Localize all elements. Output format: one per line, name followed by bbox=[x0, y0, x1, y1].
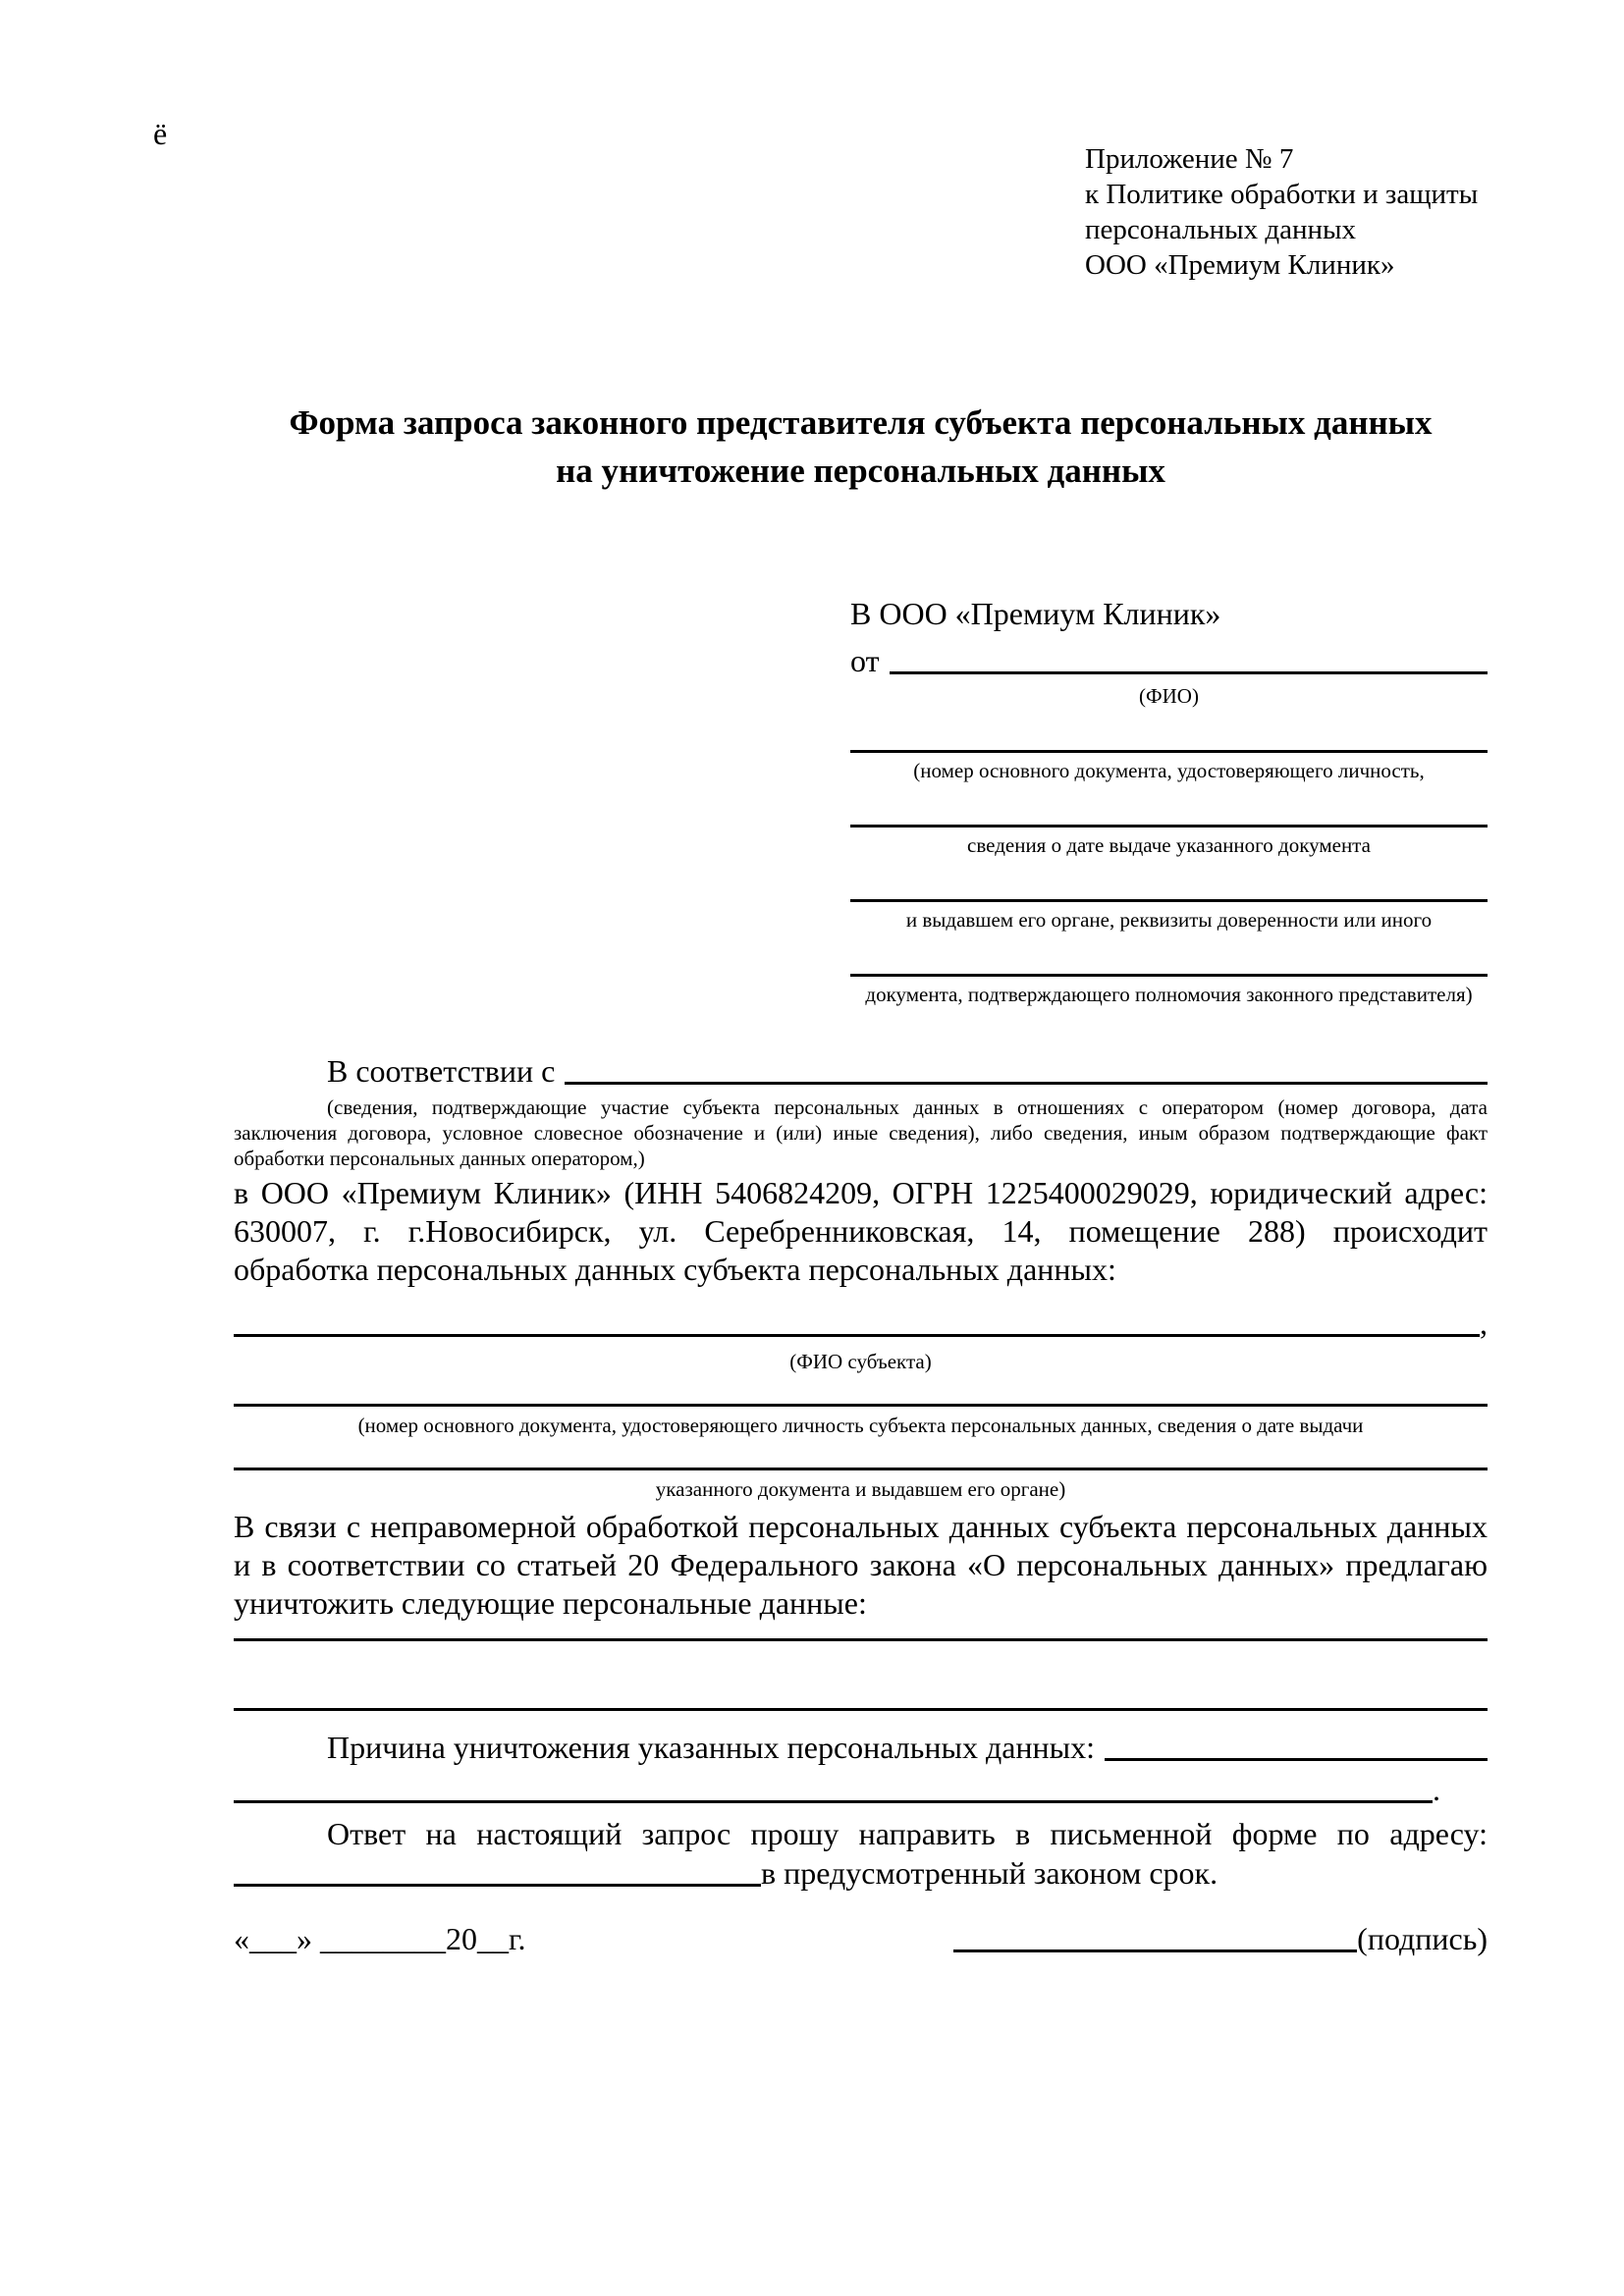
subject-fio-underline bbox=[234, 1334, 1480, 1337]
field-group bbox=[850, 974, 1488, 1007]
appendix-note bbox=[1085, 141, 1478, 283]
unlawful-paragraph bbox=[234, 1508, 1488, 1623]
accordance-caption-line: (сведения, подтверждающие участие субъекта персональных данных в отношениях с оператором (номер договора, дата bbox=[327, 1095, 1488, 1119]
field-caption: сведения о дате выдаче указанного документа bbox=[967, 833, 1371, 857]
signature-underline bbox=[953, 1949, 1357, 1952]
reason-continuation-line bbox=[234, 1771, 1488, 1809]
appendix-line: Приложение № 7 bbox=[1085, 143, 1294, 175]
field-underline bbox=[850, 825, 1488, 828]
field-group bbox=[850, 899, 1488, 933]
appendix-line: персональных данных bbox=[1085, 214, 1357, 245]
footer-line bbox=[234, 1920, 1488, 1958]
period: . bbox=[1433, 1772, 1440, 1807]
operator-line: в ООО «Премиум Клиник» (ИНН 5406824209, ОГРН 1225400029029, юридический адрес: bbox=[234, 1175, 1488, 1210]
title-line: на уничтожение персональных данных bbox=[556, 452, 1165, 490]
operator-line: обработка персональных данных субъекта персональных данных: bbox=[234, 1252, 1116, 1287]
accordance-underline bbox=[565, 1082, 1488, 1085]
stray-char: ё bbox=[153, 116, 168, 151]
reason-end-underline bbox=[234, 1800, 1433, 1803]
fio-caption: (ФИО) bbox=[1139, 684, 1199, 708]
field-group bbox=[850, 825, 1488, 858]
field-underline bbox=[850, 974, 1488, 977]
appendix-line: ООО «Премиум Клиник» bbox=[1085, 249, 1395, 281]
addressee-from-line bbox=[850, 642, 1488, 680]
date-line: «___» ________20__г. bbox=[234, 1921, 526, 1956]
title-line: Форма запроса законного представителя субъекта персональных данных bbox=[289, 403, 1433, 442]
addressee-to: В ООО «Премиум Клиник» bbox=[850, 596, 1221, 631]
signature-group bbox=[953, 1920, 1488, 1958]
accordance-caption bbox=[234, 1095, 1488, 1171]
accordance-label: В соответствии с bbox=[327, 1053, 556, 1089]
trailing-comma: , bbox=[1480, 1306, 1488, 1341]
reason-line bbox=[234, 1729, 1488, 1767]
blank-underline bbox=[234, 1708, 1488, 1711]
field-caption: (номер основного документа, удостоверяющего личность, bbox=[913, 759, 1425, 782]
unlawful-line: и в соответствии со статьей 20 Федерального закона «О персональных данных» предлагаю bbox=[234, 1547, 1488, 1582]
from-label: от bbox=[850, 643, 880, 678]
field-caption: документа, подтверждающего полномочия законного представителя) bbox=[865, 983, 1473, 1006]
answer-address-underline bbox=[234, 1884, 761, 1887]
accordance-caption-line: обработки персональных данных оператором,) bbox=[234, 1147, 645, 1170]
field-group bbox=[850, 750, 1488, 783]
accordance-line bbox=[234, 1052, 1488, 1091]
document-body bbox=[234, 589, 1488, 1958]
unlawful-line: уничтожить следующие персональные данные: bbox=[234, 1585, 867, 1621]
answer-address-line bbox=[234, 1854, 1488, 1893]
operator-line: 630007, г. г.Новосибирск, ул. Серебренниковская, 14, помещение 288) происходит bbox=[234, 1213, 1488, 1249]
unlawful-line: В связи с неправомерной обработкой персональных данных субъекта персональных данных bbox=[234, 1509, 1488, 1544]
subject-doc-caption: указанного документа и выдавшем его органе) bbox=[655, 1477, 1066, 1501]
field-underline bbox=[850, 899, 1488, 902]
blank-underline bbox=[234, 1638, 1488, 1641]
subject-doc-caption: (номер основного документа, удостоверяющего личность субъекта персональных данных, сведения о дате выдачи bbox=[357, 1414, 1364, 1437]
accordance-caption-line: заключения договора, условное словесное обозначение и (или) иные сведения), либо сведения, иным образом подтверждающие факт bbox=[234, 1121, 1488, 1145]
subject-doc-underline bbox=[234, 1468, 1488, 1470]
field-caption: и выдавшем его органе, реквизиты доверенности или иного bbox=[905, 908, 1433, 932]
document-title bbox=[234, 399, 1488, 495]
answer-tail-text: в предусмотренный законом срок. bbox=[761, 1855, 1218, 1891]
field-underline bbox=[850, 750, 1488, 753]
reason-label: Причина уничтожения указанных персональных данных: bbox=[327, 1730, 1096, 1765]
operator-paragraph bbox=[234, 1174, 1488, 1289]
addressee-block bbox=[850, 595, 1488, 1007]
subject-fio-line bbox=[234, 1305, 1488, 1343]
appendix-line: к Политике обработки и защиты bbox=[1085, 179, 1479, 210]
answer-paragraph: Ответ на настоящий запрос прошу направить в письменной форме по адресу: bbox=[327, 1816, 1488, 1851]
reason-underline bbox=[1105, 1758, 1488, 1761]
from-underline bbox=[890, 671, 1488, 674]
subject-doc-underline bbox=[234, 1404, 1488, 1407]
subject-fio-caption: (ФИО субъекта) bbox=[789, 1350, 932, 1373]
signature-caption: (подпись) bbox=[1357, 1921, 1488, 1956]
